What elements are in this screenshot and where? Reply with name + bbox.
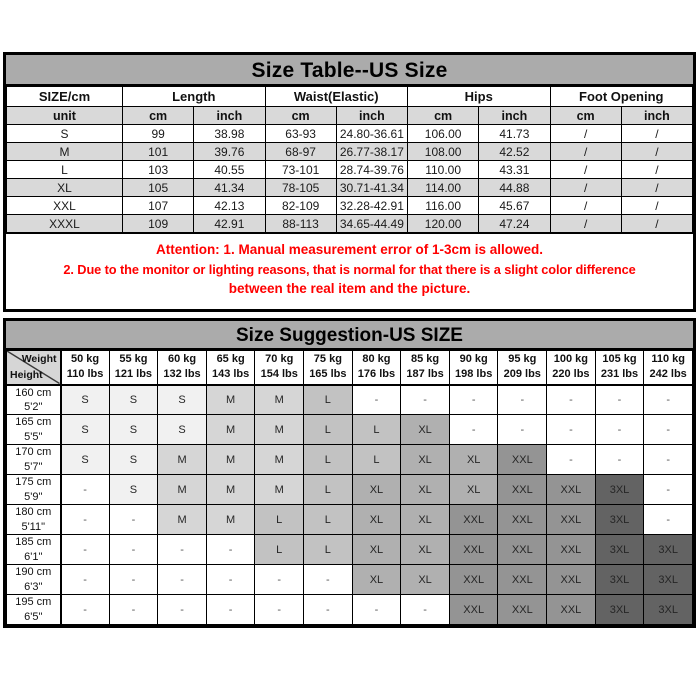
column-group-header: Length	[123, 87, 266, 107]
suggestion-cell: S	[158, 385, 207, 415]
unit-header-cell: inch	[621, 107, 692, 125]
weight-kg-label: 50 kg	[70, 353, 100, 366]
suggestion-cell: XL	[401, 445, 450, 475]
suggestion-cell: M	[255, 385, 304, 415]
measurement-cell: 120.00	[408, 215, 479, 233]
suggestion-cell: 3XL	[595, 595, 644, 625]
measurement-cell: /	[621, 179, 692, 197]
weight-kg-label: 55 kg	[119, 353, 148, 366]
measurement-cell: 45.67	[479, 197, 550, 215]
measurement-cell: 41.34	[194, 179, 265, 197]
suggestion-cell: -	[61, 595, 110, 625]
weight-kg-label: 95 kg	[508, 353, 537, 366]
height-cm-label: 165 cm	[15, 416, 52, 429]
height-header-cell	[7, 445, 61, 475]
suggestion-cell: L	[304, 505, 353, 535]
suggestion-cell: M	[255, 445, 304, 475]
size-table-row	[7, 125, 693, 143]
suggestion-cell: XL	[401, 505, 450, 535]
suggestion-cell: 3XL	[595, 475, 644, 505]
suggestion-cell: XL	[449, 475, 498, 505]
suggestion-cell: XXL	[498, 595, 547, 625]
column-group-header: Foot Opening	[550, 87, 693, 107]
suggestion-row	[7, 415, 693, 445]
suggestion-cell: -	[644, 445, 693, 475]
suggestion-cell: L	[255, 535, 304, 565]
weight-lbs-label: 231 lbs	[600, 368, 639, 381]
suggestion-cell: XXL	[547, 535, 596, 565]
suggestion-cell: 3XL	[644, 535, 693, 565]
suggestion-cell: XXL	[498, 535, 547, 565]
suggestion-cell: S	[61, 385, 110, 415]
unit-header-cell: cm	[408, 107, 479, 125]
measurement-cell: 28.74-39.76	[336, 161, 407, 179]
weight-kg-label: 90 kg	[459, 353, 488, 366]
size-table-group-header-row	[7, 87, 693, 107]
measurement-cell: /	[550, 143, 621, 161]
suggestion-cell: -	[109, 535, 158, 565]
suggestion-cell: L	[304, 535, 353, 565]
height-header-cell	[7, 565, 61, 595]
measurement-cell: 24.80-36.61	[336, 125, 407, 143]
measurement-cell: /	[550, 161, 621, 179]
suggestion-cell: -	[401, 595, 450, 625]
weight-header-cell	[401, 351, 450, 385]
measurement-cell: 68-97	[265, 143, 336, 161]
size-table-unit-row	[7, 107, 693, 125]
suggestion-cell: -	[547, 445, 596, 475]
measurement-cell: 116.00	[408, 197, 479, 215]
measurement-cell: 73-101	[265, 161, 336, 179]
weight-lbs-label: 220 lbs	[552, 368, 590, 381]
weight-kg-label: 105 kg	[602, 353, 637, 366]
measurement-cell: 63-93	[265, 125, 336, 143]
height-ft-label: 5'7"	[24, 460, 43, 473]
unit-header-cell: inch	[336, 107, 407, 125]
suggestion-row	[7, 535, 693, 565]
height-ft-label: 5'9"	[24, 490, 43, 503]
suggestion-row	[7, 445, 693, 475]
height-header-cell	[7, 535, 61, 565]
suggestion-row	[7, 595, 693, 625]
height-cm-label: 190 cm	[15, 566, 52, 579]
measurement-cell: 114.00	[408, 179, 479, 197]
suggestion-row	[7, 475, 693, 505]
unit-header-cell: unit	[7, 107, 123, 125]
corner-height-label: Height	[10, 369, 43, 382]
height-ft-label: 5'2"	[24, 400, 43, 413]
suggestion-cell: S	[109, 415, 158, 445]
measurement-cell: 106.00	[408, 125, 479, 143]
height-header-cell	[7, 595, 61, 625]
size-table-row	[7, 143, 693, 161]
size-suggestion-table	[6, 350, 693, 625]
weight-lbs-label: 176 lbs	[357, 368, 396, 381]
suggestion-cell: -	[644, 385, 693, 415]
suggestion-cell: XL	[352, 475, 401, 505]
suggestion-cell: -	[158, 535, 207, 565]
suggestion-cell: M	[158, 475, 207, 505]
measurement-cell: /	[550, 179, 621, 197]
suggestion-cell: XL	[401, 475, 450, 505]
height-ft-label: 5'11"	[21, 520, 46, 533]
size-table-row	[7, 197, 693, 215]
weight-lbs-label: 187 lbs	[406, 368, 444, 381]
measurement-cell: 32.28-42.91	[336, 197, 407, 215]
weight-header-cell	[352, 351, 401, 385]
measurement-cell: 47.24	[479, 215, 550, 233]
weight-lbs-label: 121 lbs	[114, 368, 153, 381]
weight-header-cell	[644, 351, 693, 385]
corner-weight-label: Weight	[21, 353, 57, 365]
height-cm-label: 170 cm	[15, 446, 52, 459]
suggestion-cell: L	[352, 445, 401, 475]
suggestion-cell: -	[206, 595, 255, 625]
weight-kg-label: 75 kg	[313, 353, 342, 366]
measurement-cell: 103	[123, 161, 194, 179]
height-header-cell	[7, 415, 61, 445]
suggestion-cell: 3XL	[595, 535, 644, 565]
attention-line-1: Attention: 1. Manual measurement error of 1-3cm is allowed.	[155, 242, 544, 257]
suggestion-cell: XXL	[547, 595, 596, 625]
size-table-row	[7, 179, 693, 197]
weight-kg-label: 70 kg	[265, 353, 294, 366]
size-label-cell: XXXL	[7, 215, 123, 233]
height-ft-label: 6'3"	[24, 580, 43, 593]
suggestion-cell: 3XL	[644, 565, 693, 595]
measurement-cell: 99	[123, 125, 194, 143]
size-label-cell: XXL	[7, 197, 123, 215]
measurement-cell: 44.88	[479, 179, 550, 197]
weight-lbs-label: 242 lbs	[649, 368, 687, 381]
suggestion-cell: 3XL	[644, 595, 693, 625]
suggestion-cell: M	[206, 505, 255, 535]
suggestion-cell: S	[158, 415, 207, 445]
suggestion-cell: -	[595, 415, 644, 445]
weight-header-cell	[61, 351, 110, 385]
suggestion-cell: -	[61, 505, 110, 535]
weight-header-cell	[449, 351, 498, 385]
height-ft-label: 6'1"	[24, 550, 43, 563]
suggestion-cell: XXL	[547, 475, 596, 505]
attention-line-3: between the real item and the picture.	[228, 281, 471, 297]
size-label-cell: M	[7, 143, 123, 161]
suggestion-cell: -	[255, 565, 304, 595]
size-table-row	[7, 215, 693, 233]
suggestion-cell: -	[644, 475, 693, 505]
suggestion-cell: L	[304, 385, 353, 415]
size-label-cell: L	[7, 161, 123, 179]
suggestion-cell: XL	[352, 565, 401, 595]
suggestion-cell: XXL	[449, 505, 498, 535]
suggestion-cell: -	[401, 385, 450, 415]
column-group-header: Waist(Elastic)	[265, 87, 408, 107]
weight-header-cell	[304, 351, 353, 385]
measurement-cell: 101	[123, 143, 194, 161]
height-header-cell	[7, 385, 61, 415]
weight-lbs-label: 198 lbs	[455, 368, 493, 381]
suggestion-cell: XXL	[547, 565, 596, 595]
suggestion-cell: -	[547, 415, 596, 445]
suggestion-cell: S	[109, 475, 158, 505]
suggestion-cell: -	[352, 595, 401, 625]
measurement-cell: 34.65-44.49	[336, 215, 407, 233]
measurement-cell: /	[621, 161, 692, 179]
suggestion-cell: M	[206, 385, 255, 415]
suggestion-cell: XXL	[449, 595, 498, 625]
suggestion-cell: -	[304, 595, 353, 625]
suggestion-cell: M	[255, 415, 304, 445]
suggestion-cell: -	[304, 565, 353, 595]
unit-header-cell: inch	[479, 107, 550, 125]
measurement-cell: 88-113	[265, 215, 336, 233]
weight-kg-label: 100 kg	[553, 353, 589, 366]
weight-lbs-label: 143 lbs	[211, 368, 250, 381]
suggestion-cell: L	[304, 475, 353, 505]
suggestion-cell: -	[498, 415, 547, 445]
suggestion-cell: -	[109, 595, 158, 625]
weight-kg-label: 110 kg	[651, 353, 685, 366]
suggestion-cell: -	[206, 565, 255, 595]
suggestion-cell: -	[644, 415, 693, 445]
measurement-cell: 42.52	[479, 143, 550, 161]
measurement-cell: 40.55	[194, 161, 265, 179]
size-label-cell: XL	[7, 179, 123, 197]
weight-header-cell	[158, 351, 207, 385]
suggestion-cell: S	[109, 445, 158, 475]
weight-height-corner-cell	[7, 351, 61, 385]
measurement-cell: 39.76	[194, 143, 265, 161]
size-suggestion-section	[3, 318, 696, 628]
attention-line-2: 2. Due to the monitor or lighting reasons, that is normal for that there is a slight color difference	[63, 262, 636, 278]
suggestion-cell: 3XL	[595, 565, 644, 595]
weight-lbs-label: 165 lbs	[309, 368, 347, 381]
suggestion-cell: L	[304, 445, 353, 475]
suggestion-cell: -	[109, 565, 158, 595]
suggestion-cell: -	[352, 385, 401, 415]
suggestion-cell: -	[498, 385, 547, 415]
suggestion-cell: -	[206, 535, 255, 565]
suggestion-cell: M	[158, 445, 207, 475]
size-table-title: Size Table--US Size	[6, 55, 693, 86]
suggestion-row	[7, 505, 693, 535]
height-cm-label: 185 cm	[15, 536, 52, 549]
measurement-cell: 42.91	[194, 215, 265, 233]
weight-lbs-label: 154 lbs	[260, 368, 298, 381]
height-header-cell	[7, 475, 61, 505]
weight-lbs-label: 209 lbs	[503, 368, 541, 381]
suggestion-cell: XL	[401, 535, 450, 565]
suggestion-cell: -	[595, 385, 644, 415]
suggestion-cell: M	[206, 475, 255, 505]
suggestion-cell: -	[158, 595, 207, 625]
suggestion-cell: M	[206, 415, 255, 445]
suggestion-cell: -	[61, 475, 110, 505]
suggestion-cell: M	[255, 475, 304, 505]
measurement-cell: /	[621, 215, 692, 233]
attention-note	[6, 233, 693, 309]
suggestion-cell: -	[109, 505, 158, 535]
height-ft-label: 5'5"	[24, 430, 43, 443]
measurement-cell: 30.71-41.34	[336, 179, 407, 197]
measurement-cell: 105	[123, 179, 194, 197]
suggestion-cell: XXL	[547, 505, 596, 535]
measurement-cell: 78-105	[265, 179, 336, 197]
suggestion-cell: -	[449, 385, 498, 415]
measurement-cell: /	[550, 215, 621, 233]
suggestion-cell: XXL	[449, 535, 498, 565]
weight-header-cell	[595, 351, 644, 385]
suggestion-cell: S	[61, 445, 110, 475]
weight-kg-label: 65 kg	[216, 353, 245, 366]
suggestion-cell: -	[595, 445, 644, 475]
height-cm-label: 160 cm	[15, 386, 52, 399]
suggestion-cell: L	[255, 505, 304, 535]
weight-lbs-label: 132 lbs	[163, 368, 201, 381]
suggestion-cell: XXL	[498, 445, 547, 475]
suggestion-row	[7, 565, 693, 595]
weight-header-cell	[109, 351, 158, 385]
suggestion-cell: XL	[401, 415, 450, 445]
unit-header-cell: cm	[550, 107, 621, 125]
suggestion-cell: XXL	[449, 565, 498, 595]
weight-header-cell	[206, 351, 255, 385]
suggestion-row	[7, 385, 693, 415]
suggestion-cell: L	[304, 415, 353, 445]
measurement-cell: 108.00	[408, 143, 479, 161]
height-ft-label: 6'5"	[24, 610, 43, 623]
suggestion-cell: -	[449, 415, 498, 445]
suggestion-cell: -	[644, 505, 693, 535]
measurement-cell: 107	[123, 197, 194, 215]
suggestion-cell: -	[158, 565, 207, 595]
weight-kg-label: 80 kg	[362, 353, 391, 366]
size-label-cell: S	[7, 125, 123, 143]
height-cm-label: 175 cm	[15, 476, 52, 489]
suggestion-cell: XXL	[498, 505, 547, 535]
suggestion-cell: 3XL	[595, 505, 644, 535]
weight-header-row	[7, 351, 693, 385]
weight-header-cell	[498, 351, 547, 385]
suggestion-cell: XL	[449, 445, 498, 475]
suggestion-cell: XL	[352, 535, 401, 565]
suggestion-cell: XXL	[498, 475, 547, 505]
weight-kg-label: 60 kg	[167, 353, 197, 366]
suggestion-cell: -	[255, 595, 304, 625]
measurement-cell: 109	[123, 215, 194, 233]
measurement-cell: /	[621, 125, 692, 143]
suggestion-cell: -	[61, 535, 110, 565]
suggestion-cell: XL	[401, 565, 450, 595]
size-table-section	[3, 52, 696, 312]
size-suggestion-title: Size Suggestion-US SIZE	[6, 321, 693, 350]
suggestion-cell: -	[547, 385, 596, 415]
unit-header-cell: cm	[265, 107, 336, 125]
size-table-row	[7, 161, 693, 179]
measurement-cell: 41.73	[479, 125, 550, 143]
weight-header-cell	[547, 351, 596, 385]
measurement-cell: 42.13	[194, 197, 265, 215]
suggestion-cell: M	[206, 445, 255, 475]
measurement-cell: 82-109	[265, 197, 336, 215]
suggestion-cell: L	[352, 415, 401, 445]
measurement-cell: /	[550, 125, 621, 143]
measurement-cell: 43.31	[479, 161, 550, 179]
column-group-header: Hips	[408, 87, 551, 107]
suggestion-cell: XL	[352, 505, 401, 535]
height-cm-label: 195 cm	[15, 596, 52, 609]
unit-header-cell: inch	[194, 107, 265, 125]
height-header-cell	[7, 505, 61, 535]
unit-header-cell: cm	[123, 107, 194, 125]
weight-lbs-label: 110 lbs	[66, 368, 104, 381]
weight-header-cell	[255, 351, 304, 385]
measurement-cell: 26.77-38.17	[336, 143, 407, 161]
column-group-header: SIZE/cm	[7, 87, 123, 107]
height-cm-label: 180 cm	[15, 506, 52, 519]
suggestion-cell: S	[61, 415, 110, 445]
measurement-cell: 38.98	[194, 125, 265, 143]
weight-kg-label: 85 kg	[411, 353, 440, 366]
size-table	[6, 86, 693, 233]
suggestion-cell: -	[61, 565, 110, 595]
measurement-cell: 110.00	[408, 161, 479, 179]
suggestion-cell: S	[109, 385, 158, 415]
suggestion-cell: XXL	[498, 565, 547, 595]
measurement-cell: /	[550, 197, 621, 215]
suggestion-cell: M	[158, 505, 207, 535]
measurement-cell: /	[621, 143, 692, 161]
measurement-cell: /	[621, 197, 692, 215]
